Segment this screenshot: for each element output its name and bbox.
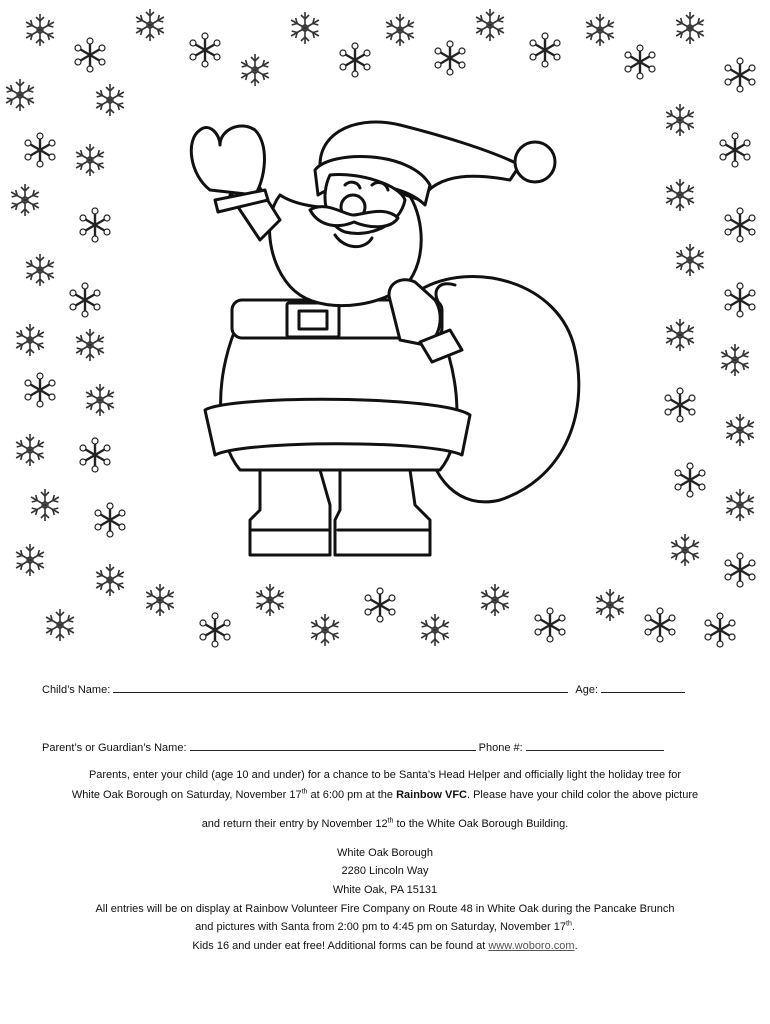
santa-figure [191, 122, 579, 555]
parent-name-label: Parent’s or Guardian’s Name: [42, 742, 187, 754]
footer-line-1: All entries will be on display at Rainbow Volunteer Fire Company on Route 48 in White Oak during the Pancake Brunch [95, 903, 675, 915]
parent-name-field[interactable] [190, 740, 476, 751]
footer-line-2-sup: th [566, 920, 572, 928]
address-city: White Oak, PA 15131 [332, 884, 438, 896]
age-label: Age: [575, 684, 599, 696]
parent-name-row [42, 740, 664, 755]
footer-line-2-part-a: and pictures with Santa from 2:00 pm to 4:45 pm on Saturday, November 17 [195, 921, 567, 933]
intro-line-3 [0, 818, 770, 830]
intro-line-2-part-b: at 6:00 pm at the [307, 789, 397, 801]
intro-line-3-sup: th [387, 817, 394, 825]
footer-line-3 [0, 940, 770, 952]
snowflake-border-bottom [46, 584, 735, 647]
snowflake-border-top [6, 9, 755, 116]
address-name: White Oak Borough [337, 847, 433, 859]
intro-line-3-part-b: to the White Oak Borough Building. [393, 818, 569, 830]
child-name-field[interactable] [113, 682, 568, 693]
intro-line-2 [0, 789, 770, 801]
footer-line-3-part-b: . [574, 940, 578, 952]
address-street: 2280 Lincoln Way [341, 865, 429, 877]
intro-line-3-part-a: and return their entry by November 12 [201, 818, 388, 830]
intro-line-1 [0, 769, 770, 781]
phone-field[interactable] [526, 740, 664, 751]
footer-line-2-part-b: . [571, 921, 575, 933]
footer-line-2 [0, 921, 770, 933]
snowflake-border-left [11, 133, 125, 596]
rainbow-vfc-bold: Rainbow VFC [396, 789, 467, 801]
child-name-row [42, 682, 685, 697]
age-field[interactable] [601, 682, 685, 693]
intro-line-2-part-a: White Oak Borough on Saturday, November 17 [71, 789, 302, 801]
snowflake-border-right [665, 104, 755, 587]
intro-line-2-part-c: . Please have your child color the above picture [466, 789, 699, 801]
intro-line-1-text: Parents, enter your child (age 10 and under) for a chance to be Santa’s Head Helper and officially light the holiday tree for [88, 769, 682, 781]
child-name-label: Child’s Name: [42, 684, 111, 696]
intro-line-2-sup: th [301, 788, 308, 796]
footer-line-3-part-a: Kids 16 and under eat free! Additional forms can be found at [192, 940, 489, 952]
woboro-website-link[interactable]: www.woboro.com [488, 940, 575, 952]
phone-label: Phone #: [478, 742, 523, 754]
